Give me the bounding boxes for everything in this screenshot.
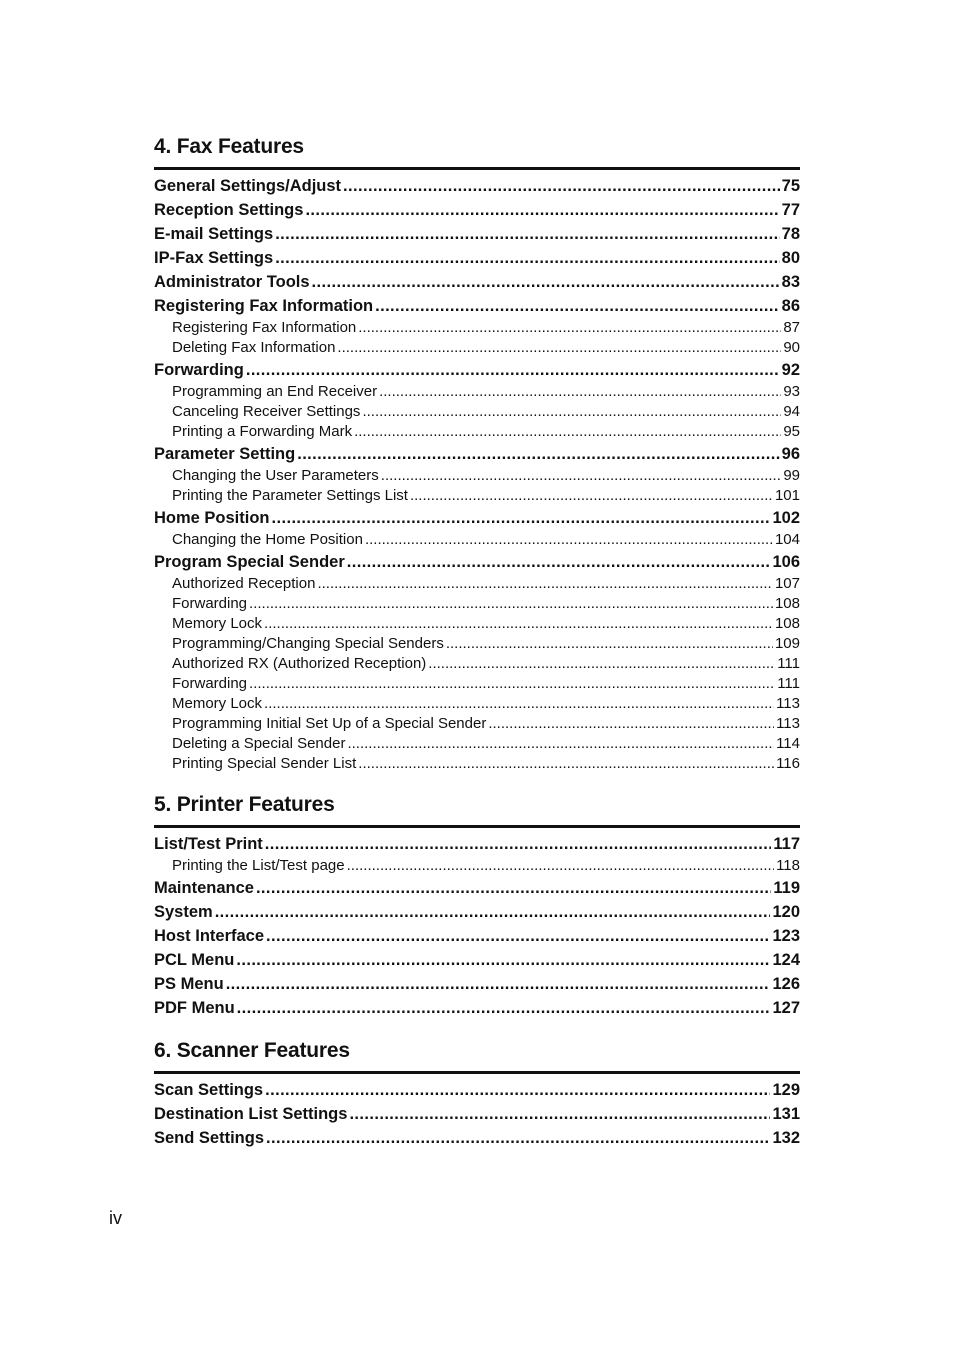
toc-entry[interactable]	[154, 1126, 800, 1150]
entry-label: Authorized Reception	[172, 575, 316, 592]
dot-leader	[215, 900, 771, 924]
entry-label: Memory Lock	[172, 695, 263, 712]
entry-label: Authorized RX (Authorized Reception)	[172, 655, 427, 672]
toc-section	[154, 132, 800, 774]
entry-page-number: 93	[783, 383, 800, 400]
entry-label: Changing the User Parameters	[172, 467, 379, 484]
entry-label: General Settings/Adjust	[154, 177, 342, 195]
entry-page-number: 114	[776, 735, 800, 752]
section-rule	[154, 825, 800, 828]
dot-leader	[265, 832, 772, 856]
entry-label: PDF Menu	[154, 999, 235, 1017]
entry-page-number: 116	[776, 755, 800, 772]
entry-label: Forwarding	[172, 675, 248, 692]
dot-leader	[349, 1102, 770, 1126]
entry-page-number: 108	[774, 595, 800, 612]
entry-page-number: 118	[776, 857, 800, 874]
toc-subentry[interactable]	[154, 486, 800, 506]
entry-label: Registering Fax Information	[172, 319, 357, 336]
toc-subentry[interactable]	[154, 402, 800, 422]
toc-entry[interactable]	[154, 198, 800, 222]
entry-label: Programming Initial Set Up of a Special Sender	[172, 715, 487, 732]
toc-entry[interactable]	[154, 222, 800, 246]
dot-leader	[275, 246, 779, 270]
entry-page-number: 113	[776, 695, 800, 712]
toc-subentry[interactable]	[154, 694, 800, 714]
toc-entry[interactable]	[154, 294, 800, 318]
toc-entry[interactable]	[154, 948, 800, 972]
toc-subentry[interactable]	[154, 674, 800, 694]
entry-page-number: 117	[773, 835, 800, 853]
toc-subentry[interactable]	[154, 318, 800, 338]
section-rule	[154, 167, 800, 170]
entry-page-number: 111	[777, 655, 800, 672]
entry-page-number: 99	[783, 467, 800, 484]
entry-label: Administrator Tools	[154, 273, 310, 291]
toc-subentry[interactable]	[154, 530, 800, 550]
toc-subentry[interactable]	[154, 734, 800, 754]
entry-page-number: 96	[781, 445, 800, 463]
section-gap	[154, 774, 800, 790]
entry-label: Maintenance	[154, 879, 254, 897]
dot-leader	[381, 466, 782, 486]
toc-entry[interactable]	[154, 900, 800, 924]
entry-page-number: 101	[774, 487, 800, 504]
entry-page-number: 86	[781, 297, 800, 315]
dot-leader	[297, 442, 779, 466]
dot-leader	[488, 714, 774, 734]
entry-label: List/Test Print	[154, 835, 263, 853]
toc-subentry[interactable]	[154, 574, 800, 594]
entry-page-number: 92	[781, 361, 800, 379]
entry-page-number: 106	[772, 553, 800, 571]
entry-page-number: 77	[781, 201, 800, 219]
dot-leader	[337, 338, 781, 358]
toc-entry[interactable]	[154, 996, 800, 1020]
entry-label: System	[154, 903, 213, 921]
entry-page-number: 102	[772, 509, 800, 527]
toc-subentry[interactable]	[154, 754, 800, 774]
entry-page-number: 94	[783, 403, 800, 420]
entry-label: Printing the List/Test page	[172, 857, 345, 874]
entry-label: Deleting Fax Information	[172, 339, 336, 356]
section-rule	[154, 1071, 800, 1074]
entry-page-number: 90	[783, 339, 800, 356]
dot-leader	[347, 550, 771, 574]
dot-leader	[236, 948, 770, 972]
dot-leader	[354, 422, 781, 442]
dot-leader	[446, 634, 773, 654]
dot-leader	[410, 486, 773, 506]
entry-page-number: 111	[777, 675, 800, 692]
dot-leader	[265, 1078, 770, 1102]
entry-label: Forwarding	[154, 361, 244, 379]
entry-page-number: 124	[772, 951, 800, 969]
dot-leader	[312, 270, 780, 294]
entry-label: Send Settings	[154, 1129, 265, 1147]
dot-leader	[266, 1126, 770, 1150]
dot-leader	[428, 654, 775, 674]
section-title: 4. Fax Features	[154, 135, 304, 158]
toc-entry[interactable]	[154, 832, 800, 856]
dot-leader	[272, 506, 771, 530]
dot-leader	[362, 402, 781, 422]
dot-leader	[317, 574, 773, 594]
toc-entry[interactable]	[154, 1078, 800, 1102]
entry-page-number: 80	[781, 249, 800, 267]
dot-leader	[226, 972, 771, 996]
entry-label: Programming an End Receiver	[172, 383, 378, 400]
dot-leader	[375, 294, 780, 318]
entry-page-number: 126	[772, 975, 800, 993]
entry-label: Canceling Receiver Settings	[172, 403, 361, 420]
entry-page-number: 87	[783, 319, 800, 336]
entry-label: Registering Fax Information	[154, 297, 374, 315]
entry-label: Reception Settings	[154, 201, 304, 219]
toc-subentry[interactable]	[154, 594, 800, 614]
toc-entry[interactable]	[154, 876, 800, 900]
table-of-contents	[154, 132, 800, 1150]
entry-page-number: 83	[781, 273, 800, 291]
toc-entry[interactable]	[154, 174, 800, 198]
toc-section	[154, 1036, 800, 1150]
dot-leader	[305, 198, 779, 222]
toc-subentry[interactable]	[154, 382, 800, 402]
entry-page-number: 75	[781, 177, 800, 195]
dot-leader	[347, 734, 774, 754]
dot-leader	[249, 594, 773, 614]
dot-leader	[237, 996, 771, 1020]
dot-leader	[365, 530, 773, 550]
toc-subentry[interactable]	[154, 466, 800, 486]
entry-page-number: 113	[776, 715, 800, 732]
toc-subentry[interactable]	[154, 654, 800, 674]
entry-page-number: 123	[772, 927, 800, 945]
entry-page-number: 95	[783, 423, 800, 440]
dot-leader	[256, 876, 771, 900]
dot-leader	[266, 924, 770, 948]
entry-label: Changing the Home Position	[172, 531, 363, 548]
entry-label: Parameter Setting	[154, 445, 296, 463]
toc-subentry[interactable]	[154, 614, 800, 634]
toc-subentry[interactable]	[154, 856, 800, 876]
entry-label: Home Position	[154, 509, 270, 527]
toc-subentry[interactable]	[154, 634, 800, 654]
toc-entry[interactable]	[154, 246, 800, 270]
toc-subentry[interactable]	[154, 714, 800, 734]
entry-label: Scan Settings	[154, 1081, 264, 1099]
toc-subentry[interactable]	[154, 422, 800, 442]
dot-leader	[358, 754, 774, 774]
entry-page-number: 104	[774, 531, 800, 548]
entry-label: E-mail Settings	[154, 225, 274, 243]
entry-label: Memory Lock	[172, 615, 263, 632]
entry-label: PCL Menu	[154, 951, 235, 969]
toc-entry[interactable]	[154, 972, 800, 996]
entry-page-number: 120	[772, 903, 800, 921]
section-title: 6. Scanner Features	[154, 1039, 350, 1062]
entry-page-number: 132	[772, 1129, 800, 1147]
entry-page-number: 78	[781, 225, 800, 243]
toc-entry[interactable]	[154, 924, 800, 948]
entry-label: Printing a Forwarding Mark	[172, 423, 353, 440]
dot-leader	[358, 318, 781, 338]
entry-page-number: 108	[774, 615, 800, 632]
entry-label: PS Menu	[154, 975, 224, 993]
toc-entry[interactable]	[154, 1102, 800, 1126]
entry-page-number: 107	[774, 575, 800, 592]
entry-label: Programming/Changing Special Senders	[172, 635, 444, 652]
section-gap	[154, 1020, 800, 1036]
entry-page-number: 109	[774, 635, 800, 652]
toc-entry[interactable]	[154, 442, 800, 466]
entry-label: Destination List Settings	[154, 1105, 348, 1123]
entry-label: Printing the Parameter Settings List	[172, 487, 408, 504]
toc-subentry[interactable]	[154, 338, 800, 358]
entry-label: IP-Fax Settings	[154, 249, 274, 267]
page-number: iv	[109, 1208, 122, 1228]
toc-entry[interactable]	[154, 270, 800, 294]
dot-leader	[264, 614, 773, 634]
dot-leader	[264, 694, 774, 714]
dot-leader	[275, 222, 779, 246]
toc-section	[154, 790, 800, 1020]
entry-label: Forwarding	[172, 595, 248, 612]
dot-leader	[347, 856, 774, 876]
entry-page-number: 131	[772, 1105, 800, 1123]
dot-leader	[343, 174, 780, 198]
dot-leader	[246, 358, 780, 382]
dot-leader	[379, 382, 781, 402]
dot-leader	[249, 674, 775, 694]
entry-label: Printing Special Sender List	[172, 755, 357, 772]
entry-page-number: 127	[772, 999, 800, 1017]
section-title: 5. Printer Features	[154, 793, 335, 816]
entry-label: Program Special Sender	[154, 553, 345, 571]
entry-label: Deleting a Special Sender	[172, 735, 346, 752]
entry-page-number: 119	[773, 879, 800, 897]
toc-entry[interactable]	[154, 358, 800, 382]
entry-label: Host Interface	[154, 927, 265, 945]
toc-entry[interactable]	[154, 506, 800, 530]
entry-page-number: 129	[772, 1081, 800, 1099]
toc-entry[interactable]	[154, 550, 800, 574]
